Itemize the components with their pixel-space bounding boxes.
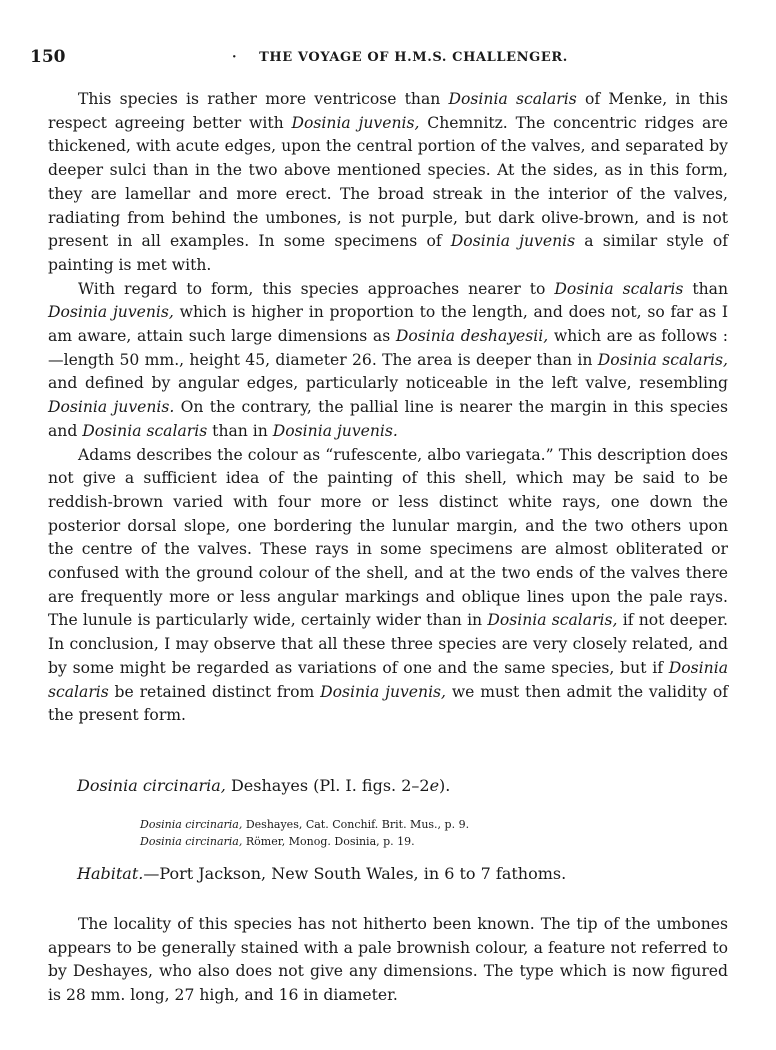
italic-species-name: Dosinia scalaris [82, 421, 208, 440]
text-run: be retained distinct from [108, 682, 321, 701]
text-run: a similar style of painting is met with. [48, 232, 728, 274]
species-fig-suffix: e [429, 776, 440, 795]
habitat-line [77, 864, 566, 883]
text-run: This species is rather more ventricose than [78, 90, 449, 108]
italic-species-name: Dosinia deshayesii, [395, 327, 549, 346]
text-run: and defined by angular edges, particularly noticeable in the left valve, resembling [48, 374, 728, 393]
page-number: 150 [30, 47, 66, 67]
italic-species-name: Dosinia juvenis. [272, 421, 398, 440]
italic-species-name: Dosinia juvenis, [48, 303, 174, 322]
synonym-entry [140, 833, 469, 850]
species-heading [77, 776, 450, 795]
species-close: ). [439, 776, 451, 795]
synonym-name: Dosinia circinaria, [140, 818, 243, 831]
text-run: of Menke, in this respect agreeing better with [48, 90, 728, 132]
synonym-entry [140, 816, 469, 833]
paragraph-1 [48, 88, 728, 278]
italic-species-name: Dosinia scalaris [554, 279, 684, 298]
synonym-name: Dosinia circinaria, [140, 835, 243, 848]
text-run: if not deeper. In conclusion, I may observe that all these three species are very closely related, and by some might be regarded as variations of one and the same species, but if [48, 611, 728, 677]
italic-species-name: Dosinia scalaris, [487, 611, 618, 630]
synonym-ref: Deshayes, Cat. Conchif. Brit. Mus., p. 9. [242, 818, 470, 831]
species-author: Deshayes (Pl. I. figs. 2–2 [225, 776, 430, 795]
text-run: than in [207, 421, 273, 440]
italic-species-name: Dosinia scalaris [48, 658, 728, 701]
text-run: which is higher in proportion to the length, and does not, so far as I am aware, attain such large dimensions as [48, 303, 729, 346]
synonym-ref: Römer, Monog. Dosinia, p. 19. [242, 835, 415, 848]
italic-species-name: Dosinia juvenis, [320, 682, 447, 701]
paragraph-2 [48, 278, 728, 444]
italic-species-name: Dosinia juvenis. [48, 398, 175, 417]
italic-species-name: Dosinia scalaris [448, 90, 577, 108]
page-header [30, 47, 730, 71]
text-run: On the contrary, the pallial line is nearer the margin in this species and [48, 398, 728, 440]
synonymy-list [140, 816, 469, 850]
running-title-text: THE VOYAGE OF H.M.S. CHALLENGER. [259, 50, 568, 65]
text-run: than [683, 279, 728, 298]
italic-species-name: Dosinia juvenis [450, 232, 576, 251]
italic-species-name: Dosinia scalaris, [597, 350, 728, 369]
habitat-text: —Port Jackson, New South Wales, in 6 to 7 fathoms. [143, 864, 567, 883]
text-run: Chemnitz. The concentric ridges are thickened, with acute edges, upon the central portion of the valves, and separated by deeper sulci than in the two above mentioned species. At the sides, as in this form, they are lamellar and more erect. The broad streak in the interior of the valves, radiating from behind the umbones, is not purple, but dark olive-brown, and is not present in all examples. In some specimens of [48, 113, 728, 251]
main-text [48, 88, 728, 728]
species-name: Dosinia circinaria, [77, 776, 226, 795]
text-run: which are as follows :—length 50 mm., height 45, diameter 26. The area is deeper than in [48, 327, 728, 369]
text-run: Adams describes the colour as “rufescente, albo variegata.” This description does not give a sufficient idea of the painting of this shell, which may be said to be reddish-brown varied with four more or less distinct white rays, one down the posterior dorsal slope, one bordering the lunular margin, and the two others upon the centre of the valves. These rays in some specimens are almost obliterated or confused with the ground colour of the shell, and at the two ends of the valves there are frequently more or less angular markings and oblique lines upon the pale rays. The lunule is particularly wide, certainly wider than in [48, 445, 728, 630]
habitat-label: Habitat. [77, 864, 144, 883]
italic-species-name: Dosinia juvenis, [291, 113, 420, 132]
text-run: we must then admit the validity of the present form. [48, 682, 728, 725]
text-run: With regard to form, this species approaches nearer to [78, 279, 555, 298]
header-dot: · [232, 50, 238, 65]
paragraph-3 [48, 444, 728, 728]
closing-paragraph: The locality of this species has not hitherto been known. The tip of the umbones appears to be generally stained with a pale brownish colour, a feature not referred to by Deshayes, who also does not give any dimensions. The type which is now figured is 28 mm. long, 27 high, and 16 in diameter. [48, 915, 728, 1005]
closing-text [48, 913, 728, 1008]
running-title [232, 50, 568, 65]
